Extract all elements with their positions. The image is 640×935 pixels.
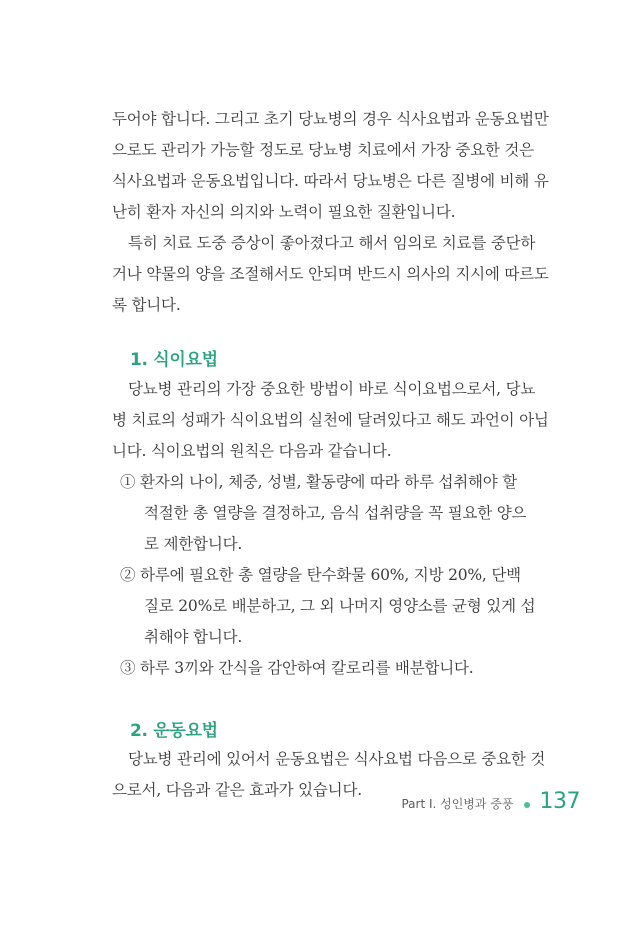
list-item-line: 적절한 총 열량을 결정하고, 음식 섭취량을 꼭 필요한 양으 xyxy=(144,504,527,522)
text-line: 당뇨병 관리에 있어서 운동요법은 식사요법 다음으로 중요한 것 xyxy=(128,750,546,768)
list-item xyxy=(112,467,552,560)
section-heading-exercise: 2. 운동요법 xyxy=(130,721,218,741)
text-line: 으로도 관리가 가능할 정도로 당뇨병 치료에서 가장 중요한 것은 xyxy=(112,141,534,159)
list-item xyxy=(112,560,552,653)
page-footer xyxy=(401,789,580,814)
intro-paragraph xyxy=(112,104,552,228)
text-line: 식사요법과 운동요법입니다. 따라서 당뇨병은 다른 질병에 비해 유 xyxy=(112,172,549,190)
text-line: 병 치료의 성패가 식이요법의 실천에 달려있다고 해도 과언이 아닙 xyxy=(112,411,549,429)
intro-paragraph-2 xyxy=(112,228,552,321)
text-line: 니다. 식이요법의 원칙은 다음과 같습니다. xyxy=(112,442,392,460)
list-item-line: ③ 하루 3끼와 간식을 감안하여 칼로리를 배분합니다. xyxy=(120,659,474,677)
text-line: 거나 약물의 양을 조절해서도 안되며 반드시 의사의 지시에 따르도 xyxy=(112,265,549,283)
list-item-line: ① 환자의 나이, 체중, 성별, 활동량에 따라 하루 섭취해야 할 xyxy=(120,473,518,491)
list-item-line: 취해야 합니다. xyxy=(144,628,243,646)
list-item xyxy=(112,653,552,684)
list-item-line: 질로 20%로 배분하고, 그 외 나머지 영양소를 균형 있게 섭 xyxy=(144,597,536,615)
text-line: 두어야 합니다. 그리고 초기 당뇨병의 경우 식사요법과 운동요법만 xyxy=(112,110,549,128)
text-line: 난히 환자 자신의 의지와 노력이 필요한 질환입니다. xyxy=(112,203,456,221)
text-line: 록 합니다. xyxy=(112,296,181,314)
list-item-line: ② 하루에 필요한 총 열량을 탄수화물 60%, 지방 20%, 단백 xyxy=(120,566,521,584)
footer-part-label: Part Ⅰ. 성인병과 중풍 xyxy=(401,797,514,811)
diet-paragraph xyxy=(112,374,552,467)
page-number: 137 xyxy=(539,789,580,814)
text-line: 당뇨병 관리의 가장 중요한 방법이 바로 식이요법으로서, 당뇨 xyxy=(128,380,536,398)
list-item-line: 로 제한합니다. xyxy=(144,535,243,553)
bullet-dot-icon xyxy=(524,802,530,808)
text-line: 으로서, 다음과 같은 효과가 있습니다. xyxy=(112,781,362,799)
text-line: 특히 치료 도중 증상이 좋아졌다고 해서 임의로 치료를 중단하 xyxy=(128,234,536,252)
diet-principles-list xyxy=(112,467,552,684)
section-heading-diet: 1. 식이요법 xyxy=(130,350,218,370)
